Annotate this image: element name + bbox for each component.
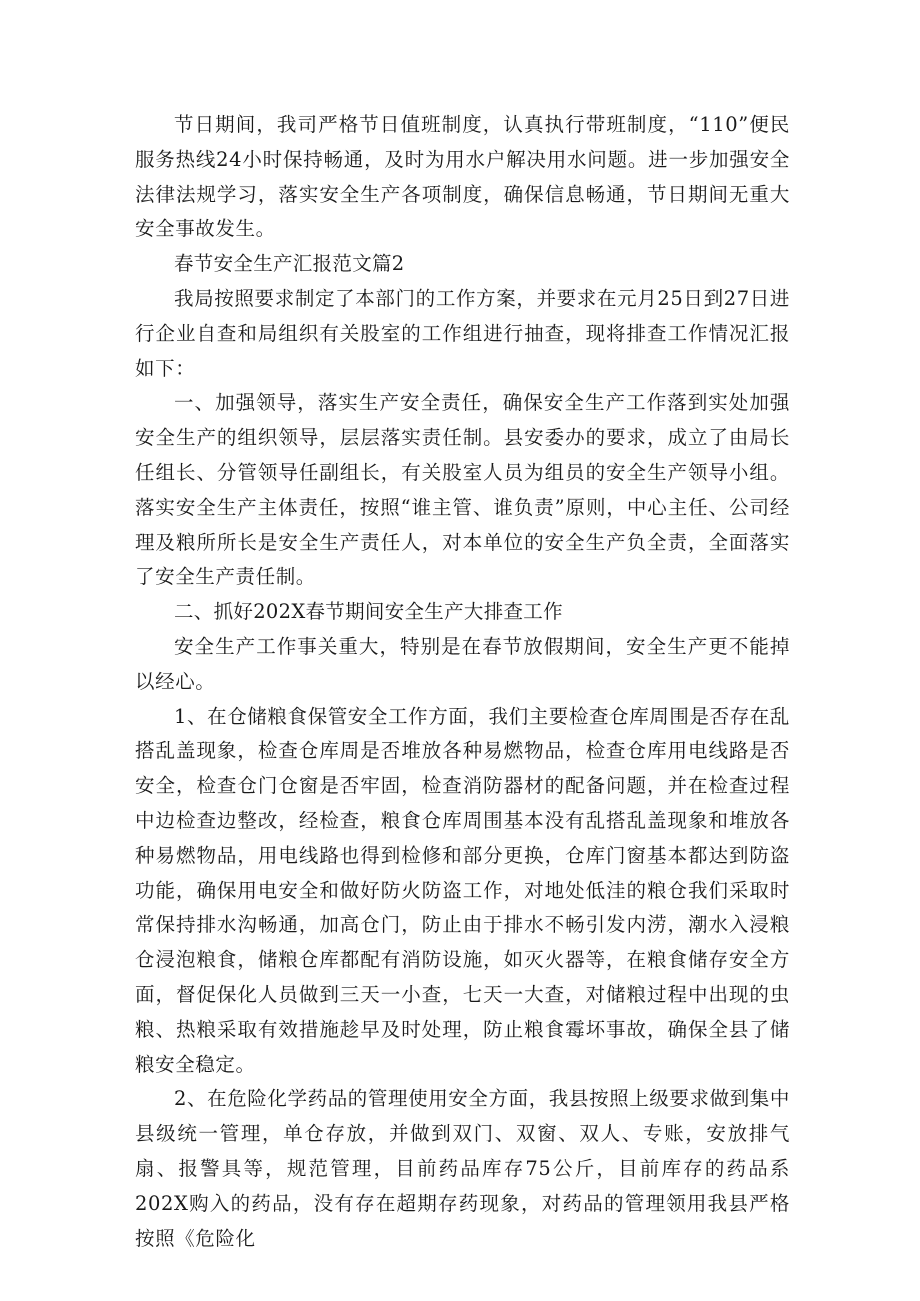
document-body [135,108,790,1256]
paragraph-intro: 我局按照要求制定了本部门的工作方案，并要求在元月25日到27日进行企业自查和局组织有关股室的工作组进行抽查，现将排查工作情况汇报如下： [135,286,790,380]
paragraph-chemicals: 2、在危险化学药品的管理使用安全方面，我县按照上级要求做到集中县级统一管理，单仓存放，并做到双门、双窗、双人、专账，安放排气扇、报警具等，规范管理，目前药品库存75公斤，目前库存的药品系202X购入的药品，没有存在超期存药现象，对药品的管理领用我县严格按照《危险化 [135,1087,791,1250]
paragraph-importance: 安全生产工作事关重大，特别是在春节放假期间，安全生产更不能掉以经心。 [135,634,790,693]
section-heading-inspection: 二、抓好202X春节期间安全生产大排查工作 [174,600,563,624]
paragraph-holiday-duty: 节日期间，我司严格节日值班制度，认真执行带班制度，“110”便民服务热线24小时保持畅通，及时为用水户解决用水问题。进一步加强安全法律法规学习，落实安全生产各项制度，确保信息畅通，节日期间无重大安全事故发生。 [135,113,790,241]
paragraph-grain-storage: 1、在仓储粮食保管安全工作方面，我们主要检查仓库周围是否存在乱搭乱盖现象，检查仓库周是否堆放各种易燃物品，检查仓库用电线路是否安全，检查仓门仓窗是否牢固，检查消防器材的配备问题，并在检查过程中边检查边整改，经检查，粮食仓库周围基本没有乱搭乱盖现象和堆放各种易燃物品，用电线路也得到检修和部分更换，仓库门窗基本都达到防盗功能，确保用电安全和做好防火防盗工作，对地处低洼的粮仓我们采取时常保持排水沟畅通，加高仓门，防止由于排水不畅引发内涝，潮水入浸粮仓浸泡粮食，储粮仓库都配有消防设施，如灭火器等，在粮食储存安全方面，督促保化人员做到三天一小查，七天一大查，对储粮过程中出现的虫粮、热粮采取有效措施趁早及时处理，防止粮食霉坏事故，确保全县了储粮安全稳定。 [135,704,791,1076]
paragraph-leadership: 一、加强领导，落实生产安全责任，确保安全生产工作落到实处加强安全生产的组织领导，层层落实责任制。县安委办的要求，成立了由局长任组长、分管领导任副组长，有关股室人员为组员的安全生产领导小组。落实安全生产主体责任，按照“谁主管、谁负责”原则，中心主任、公司经理及粮所所长是安全生产责任人，对本单位的安全生产负全责，全面落实了安全生产责任制。 [135,391,790,589]
section-title-report-2: 春节安全生产汇报范文篇2 [174,252,405,276]
